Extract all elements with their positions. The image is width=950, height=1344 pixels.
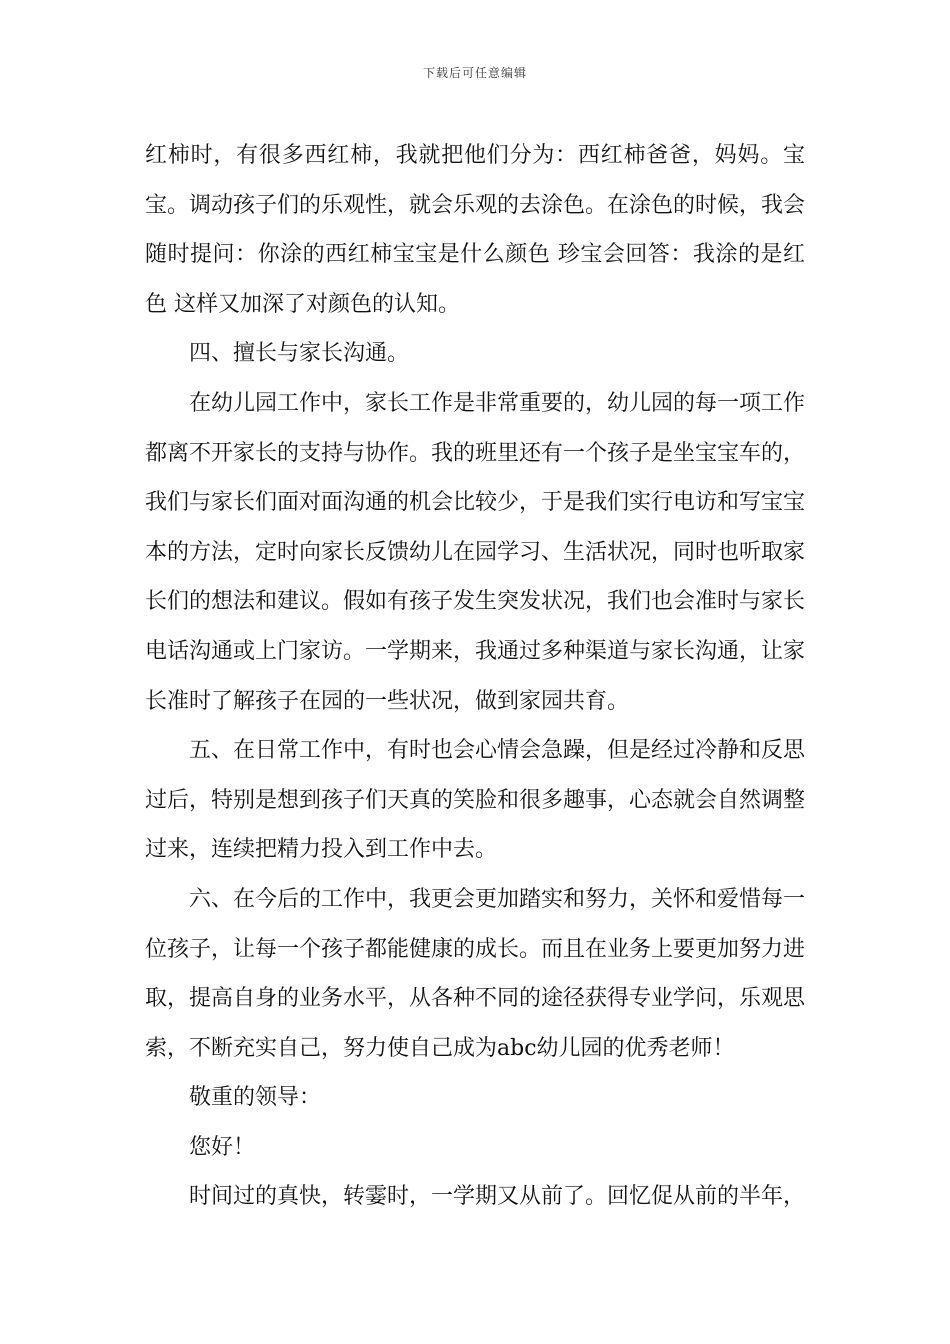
page-header: 下载后可任意编辑 <box>422 66 527 80</box>
paragraph-future-work: 六、在今后的工作中，我更会更加踏实和努力，关怀和爱惜每一位孩子，让每一个孩子都能健康的成长。而且在业务上要更加努力进取，提高自身的业务水平，从各种不同的途径获得专业学问，乐观思索，不断充实自己，努力使自己成为abc幼儿园的优秀老师！ <box>145 886 806 1061</box>
greeting: 您好！ <box>189 1134 256 1160</box>
heading-parent-communication: 四、擅长与家长沟通。 <box>189 341 410 367</box>
document-body <box>145 131 805 1222</box>
paragraph-parent-work: 在幼儿园工作中，家长工作是非常重要的，幼儿园的每一项工作都离不开家长的支持与协作。我的班里还有一个孩子是坐宝宝车的，我们与家长们面对面沟通的机会比较少，于是我们实行电访和写宝宝本的方法，定时向家长反馈幼儿在园学习、生活状况，同时也听取家长们的想法和建议。假如有孩子发生突发状况，我们也会准时与家长电话沟通或上门家访。一学期来，我通过多种渠道与家长沟通，让家长准时了解孩子在园的一些状况，做到家园共育。 <box>145 390 806 714</box>
paragraph-time-passes: 时间过的真快，转霎时，一学期又从前了。回忆促从前的半年， <box>189 1184 806 1210</box>
paragraph-tomato-coloring: 红柿时，有很多西红柿，我就把他们分为：西红柿爸爸，妈妈。宝宝。调动孩子们的乐观性，就会乐观的去涂色。在涂色的时候，我会随时提问：你涂的西红柿宝宝是什么颜色 珍宝会回答：我涂的是红色 这样又加深了对颜色的认知。 <box>145 143 806 317</box>
salutation: 敬重的领导： <box>189 1085 322 1111</box>
paragraph-daily-work: 五、在日常工作中，有时也会心情会急躁，但是经过冷静和反思过后，特别是想到孩子们天真的笑脸和很多趣事，心态就会自然调整过来，连续把精力投入到工作中去。 <box>145 738 806 863</box>
